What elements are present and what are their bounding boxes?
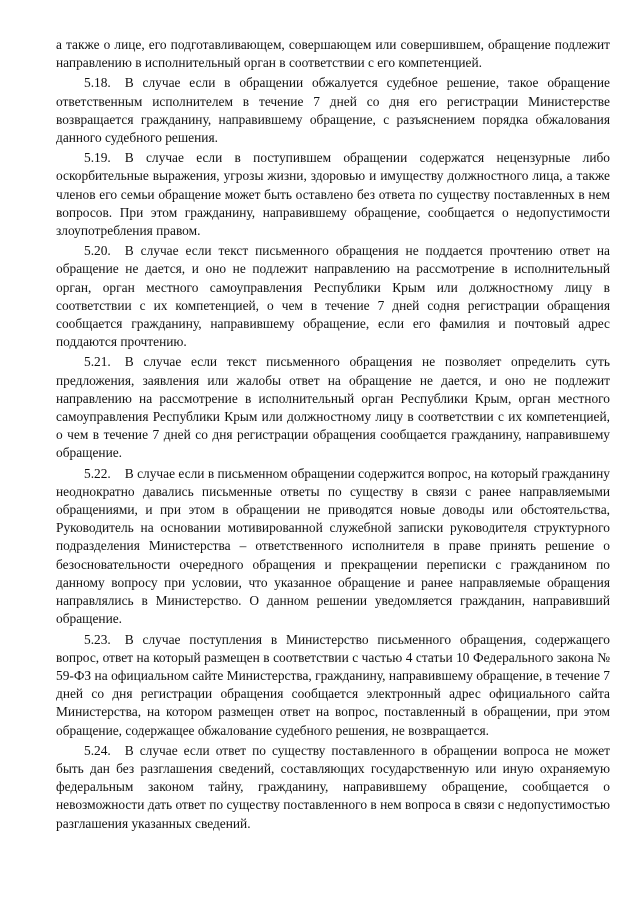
clause-text: В случае если в письменном обращении содержится вопрос, на который гражданину неоднократно давались письменные ответы по существу в связи с ранее направляемыми обращениями, и при этом в обращении не приводятся новые доводы или обстоятельства, Руководитель на основании мотивированной служебной записки руководителя структурного подразделения Министерства – ответственного исполнителя в праве принять решение о безосновательности очередного обращения и прекращении переписки с гражданином по данному вопросу при условии, что указанное обращение и ранее направляемые обращения направлялись в Министерство. О данном решении уведомляется гражданин, направивший обращение. [56, 465, 610, 627]
clause-5-24 [56, 742, 610, 833]
clause-number: 5.18. [84, 75, 111, 91]
clause-number: 5.21. [84, 354, 111, 370]
clause-5-22 [56, 465, 610, 629]
clause-number: 5.23. [84, 631, 111, 647]
clause-text: В случае если ответ по существу поставленного в обращении вопроса не может быть дан без разглашения сведений, составляющих государственную или иную охраняемую федеральным законом тайну, гражданину, направившему обращение, сообщается о невозможности дать ответ по существу поставленного в нем вопроса в связи с недопустимостью разглашения указанных сведений. [56, 742, 610, 831]
clause-5-18 [56, 74, 610, 147]
document-page [56, 36, 610, 835]
clause-5-20 [56, 242, 610, 351]
clause-number: 5.19. [84, 150, 111, 166]
clause-text: В случае если в поступившем обращении содержатся нецензурные либо оскорбительные выражения, угрозы жизни, здоровью и имуществу должностного лица, а также членов его семьи обращение может быть оставлено без ответа по существу поставленных в нем вопросов. При этом гражданину, направившему обращение, сообщается о недопустимости злоупотребления правом. [56, 150, 610, 239]
clause-number: 5.22. [84, 465, 111, 481]
continuation-paragraph: а также о лице, его подготавливающем, совершающем или совершившем, обращение подлежит направлению в исполнительный орган в соответствии с его компетенцией. [56, 37, 610, 71]
clause-number: 5.20. [84, 243, 111, 259]
clause-number: 5.24. [84, 742, 111, 758]
clause-text: В случае поступления в Министерство письменного обращения, содержащего вопрос, ответ на который размещен в соответствии с частью 4 статьи 10 Федерального закона № 59-ФЗ на официальном сайте Министерства, гражданину, направившему обращение, в течение 7 дней со дня регистрации обращения сообщается электронный адрес официального сайта Министерства, на котором размещен ответ на вопрос, поставленный в обращении, при этом обращение, содержащее обжалование судебного решения, не возвращается. [56, 631, 610, 738]
clause-5-23 [56, 631, 610, 740]
clause-text: В случае если текст письменного обращения не позволяет определить суть предложения, заявления или жалобы ответ на обращение не дается, и оно не подлежит направлению на рассмотрение в исполнительный орган Республики Крым, орган местного самоуправления Республики Крым или должностному лицу в соответствии с их компетенцией, о чем в течение 7 дней со дня регистрации обращения сообщается гражданину, направившему обращение. [56, 354, 610, 461]
clause-5-19 [56, 149, 610, 240]
clause-text: В случае если в обращении обжалуется судебное решение, такое обращение ответственным исполнителем в течение 7 дней со дня его регистрации Министерстве возвращается гражданину, направившему обращение, с разъяснением порядка обжалования данного судебного решения. [56, 75, 610, 146]
clause-text: В случае если текст письменного обращения не поддается прочтению ответ на обращение не дается, и оно не подлежит направлению на рассмотрение в исполнительный орган, орган местного самоуправления Республики Крым или должностному лицу в соответствии с их компетенцией, о чем в течение 7 дней содня регистрации обращения сообщается гражданину, направившему обращение, если его фамилия и почтовый адрес поддаются прочтению. [56, 243, 610, 350]
clause-5-21 [56, 353, 610, 462]
